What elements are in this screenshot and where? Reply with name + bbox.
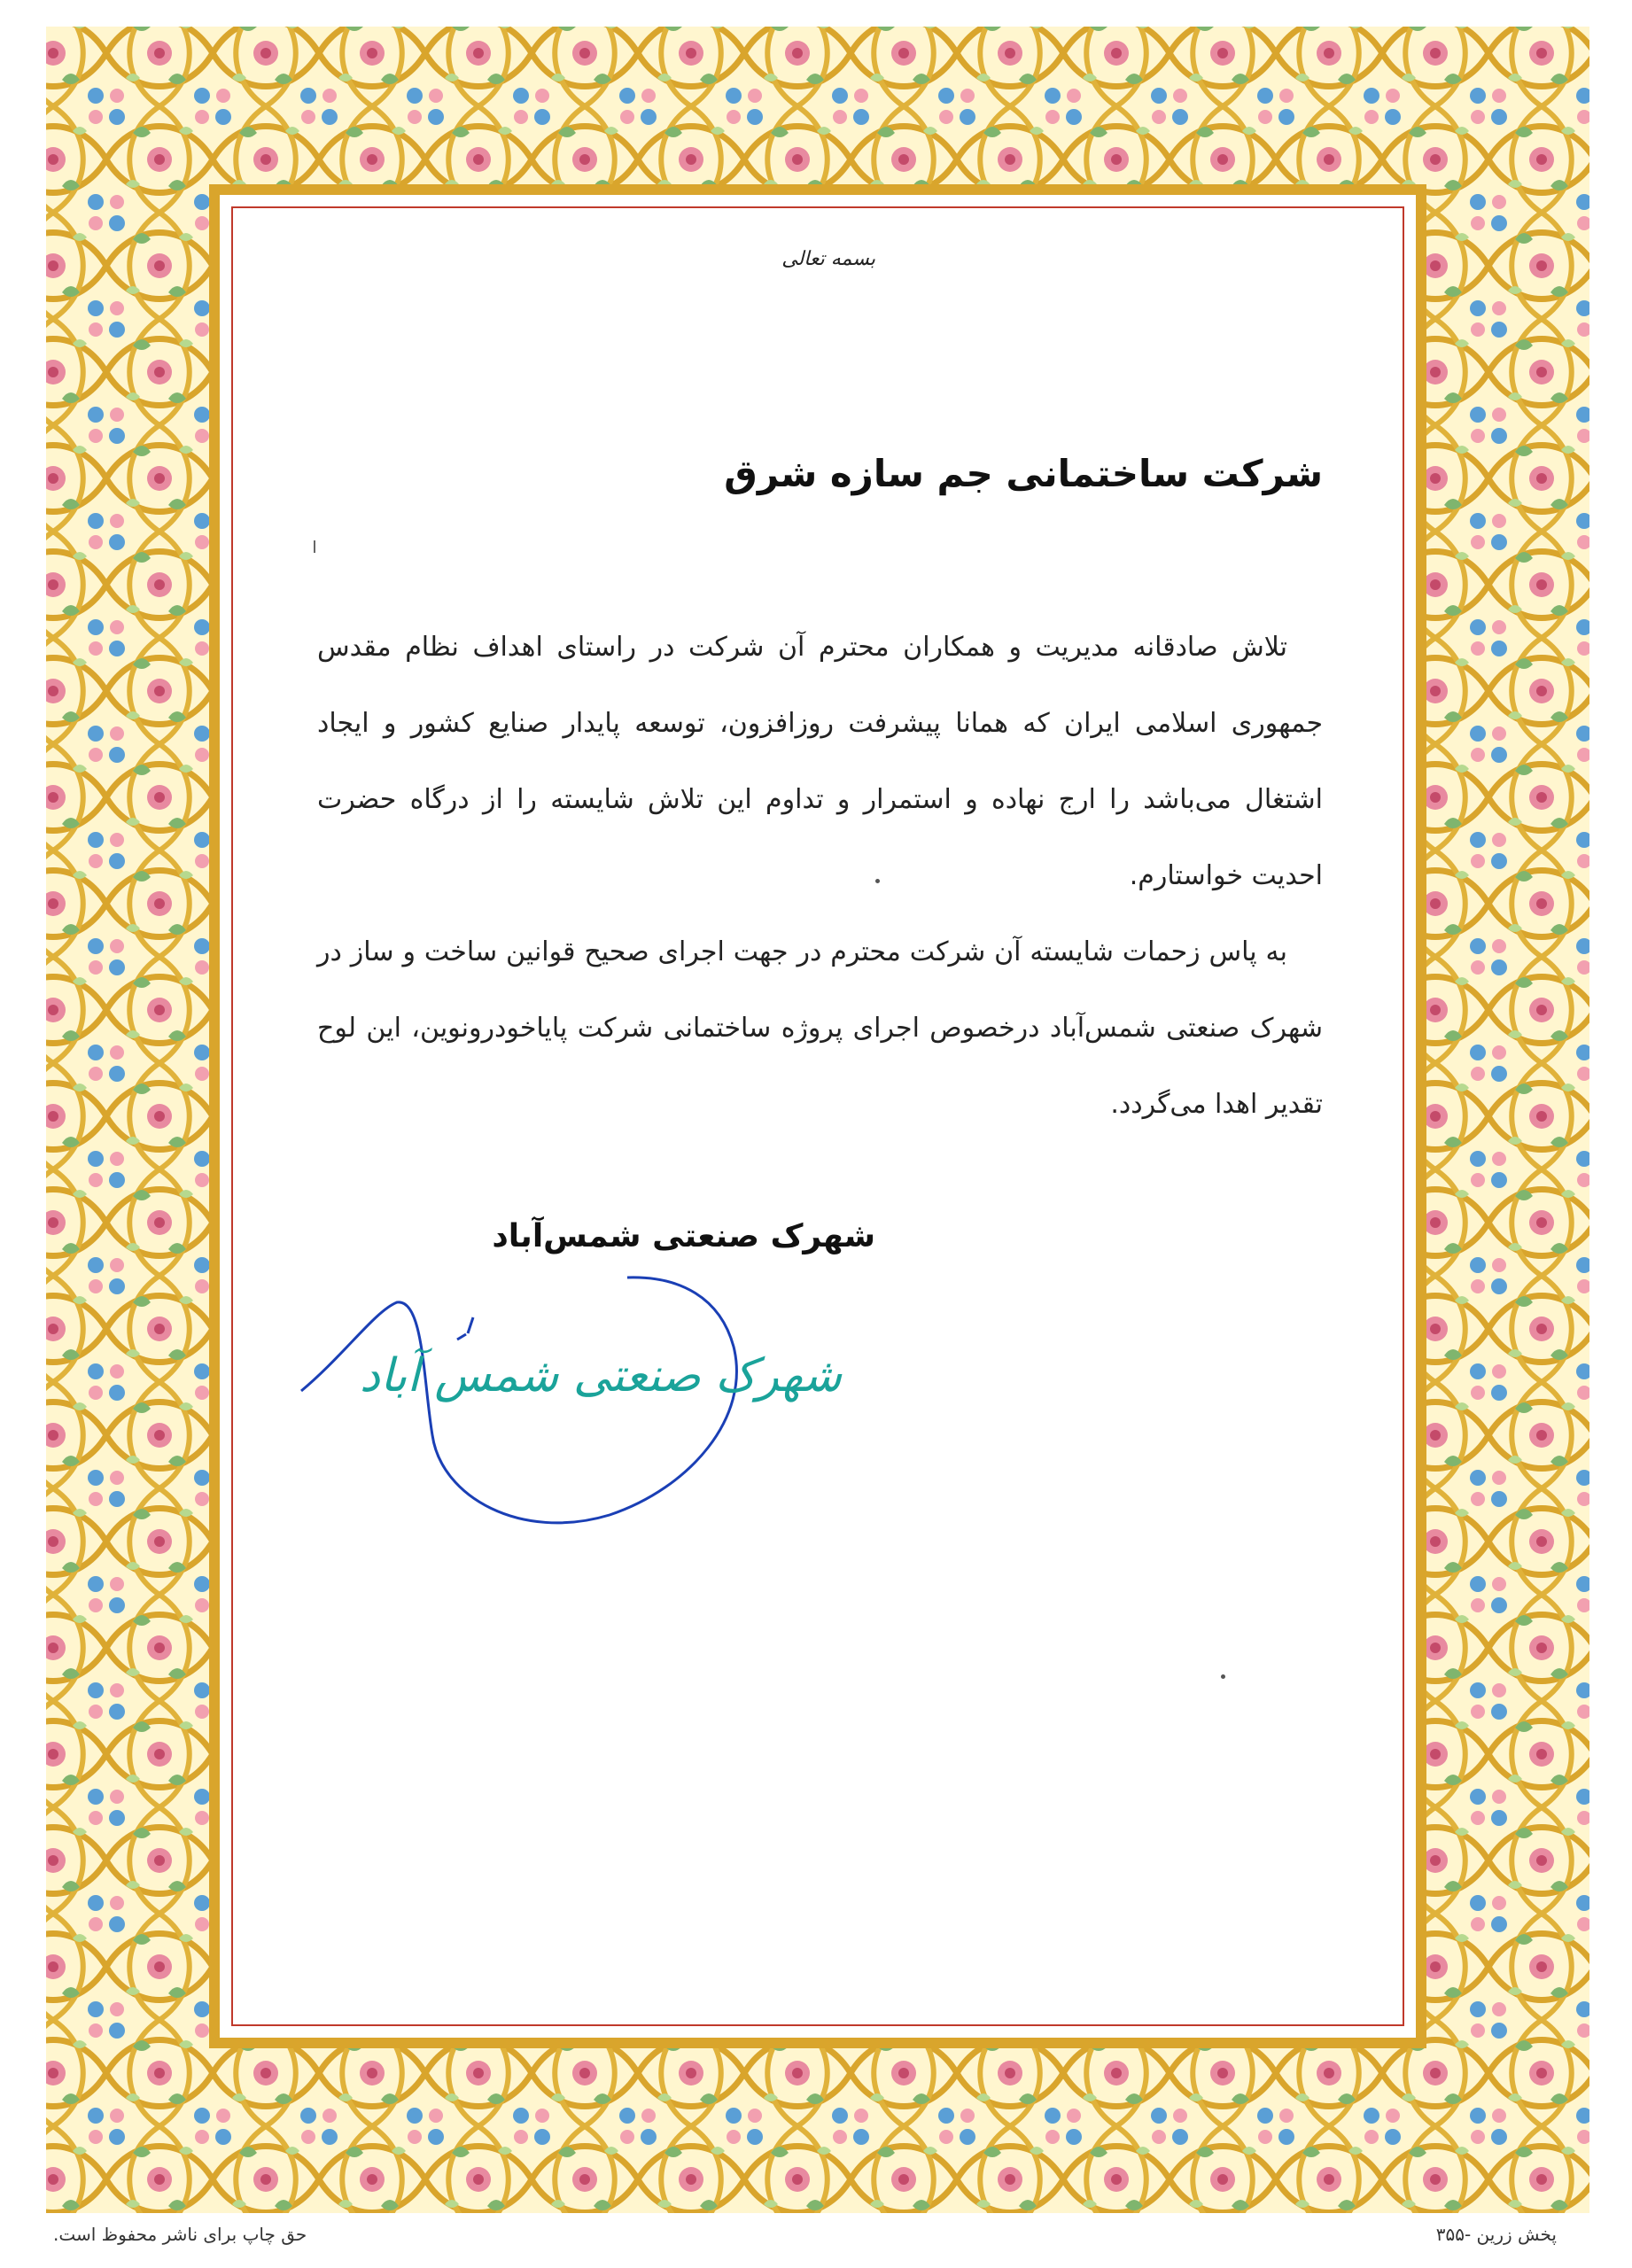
- publisher-code: پخش زرین -۳۵۵: [1435, 2224, 1557, 2245]
- recipient-name: شرکت ساختمانی جم سازه شرق: [724, 452, 1323, 495]
- stray-mark: [314, 540, 315, 553]
- basmala-heading: بسمه تعالی: [781, 248, 875, 270]
- copyright-notice: حق چاپ برای ناشر محفوظ است.: [53, 2224, 307, 2245]
- signature-and-stamp: [291, 1258, 843, 1550]
- body-paragraph: به پاس زحمات شایسته آن شرکت محترم در جهت اجرای صحیح قوانین ساخت و ساز در شهرک صنعتی شمس‌آباد درخصوص اجرای پروژه ساختمانی شرکت پایاخودرونوین، این لوح تقدیر اهدا می‌گردد.: [317, 936, 1323, 1120]
- certificate-body: [317, 610, 1323, 1143]
- body-paragraph: تلاش صادقانه مدیریت و همکاران محترم آن شرکت در راستای اهداف نظام مقدس جمهوری اسلامی ایران که همانا پیشرفت روزافزون، توسعه پایدار صنایع کشور و ایجاد اشتغال می‌باشد را ارج نهاده و استمرار و تداوم این تلاش شایسته را از درگاه حضرت احدیت خواستارم.: [317, 632, 1323, 891]
- stray-dot: [1221, 1674, 1225, 1679]
- issuer-name: شهرک صنعتی شمس‌آباد: [492, 1218, 875, 1254]
- svg-text:شهرک صنعتی شمس آباد: شهرک صنعتی شمس آباد: [359, 1349, 843, 1402]
- certificate-panel: [237, 213, 1398, 2020]
